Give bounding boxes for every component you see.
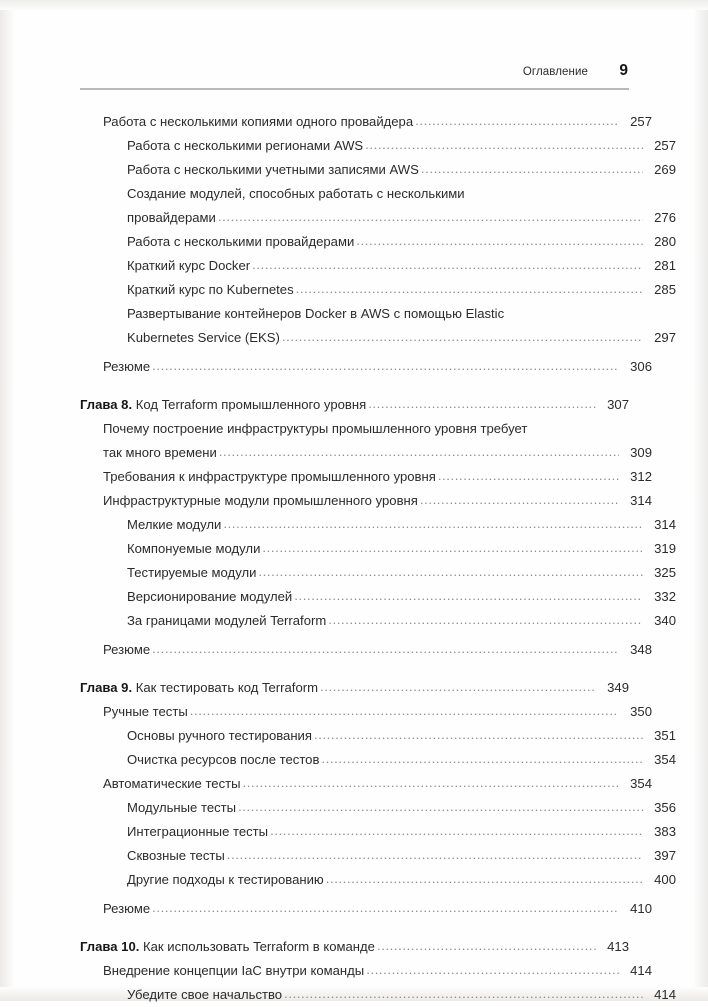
dot-leader <box>421 162 643 175</box>
toc-entry-label: Работа с несколькими регионами AWS <box>127 138 364 153</box>
toc-entry[interactable] <box>80 465 652 489</box>
running-head-title: Оглавление <box>522 66 588 78</box>
dot-leader <box>314 728 643 741</box>
toc-entry[interactable] <box>80 897 652 921</box>
dot-leader <box>243 776 619 789</box>
toc-entry-label: Глава 9. Как тестировать код Terraform <box>80 680 318 695</box>
toc-entry-page-number: 350 <box>630 704 652 719</box>
page-edge-left <box>0 0 14 1001</box>
toc-entry-page-number: 340 <box>654 613 676 628</box>
toc-entry-page-number: 414 <box>630 963 652 978</box>
toc-entry-page-number: 319 <box>654 541 676 556</box>
toc-entry-label: Работа с несколькими копиями одного провайдера <box>103 114 414 129</box>
dot-leader <box>219 445 619 458</box>
dot-leader <box>320 680 596 693</box>
toc-entry-page-number: 356 <box>654 800 676 815</box>
toc-entry-page-number: 280 <box>654 234 676 249</box>
dot-leader <box>415 114 619 127</box>
toc-entry[interactable] <box>80 868 676 892</box>
toc-entry[interactable] <box>80 417 652 465</box>
toc-entry-label: Модульные тесты <box>127 800 237 815</box>
toc-entry-label: Ручные тесты <box>103 704 188 719</box>
toc-entry-label: Основы ручного тестирования <box>127 728 312 743</box>
toc-entry-page-number: 325 <box>654 565 676 580</box>
toc-entry[interactable] <box>80 230 676 254</box>
dot-leader <box>366 963 619 976</box>
toc-entry-page-number: 354 <box>654 752 676 767</box>
toc-entry-line <box>127 206 676 230</box>
toc-entry-page-number: 397 <box>654 848 676 863</box>
toc-entry[interactable] <box>80 158 676 182</box>
dot-leader <box>227 848 643 861</box>
toc-entry-line <box>127 302 676 326</box>
toc-entry-page-number: 312 <box>630 469 652 484</box>
toc-entry[interactable] <box>80 748 676 772</box>
toc-chapter-entry[interactable] <box>80 393 629 417</box>
dot-leader <box>328 613 643 626</box>
dot-leader <box>326 872 643 885</box>
page-edge-right <box>694 0 708 1001</box>
toc-entry-label: Другие подходы к тестированию <box>127 872 324 887</box>
toc-entry-page-number: 314 <box>630 493 652 508</box>
page-edge-top <box>0 0 708 10</box>
toc-entry[interactable] <box>80 724 676 748</box>
toc-entry-page-number: 351 <box>654 728 676 743</box>
toc-chapter-entry[interactable] <box>80 935 629 959</box>
running-head <box>80 62 628 80</box>
toc-entry[interactable] <box>80 959 652 983</box>
toc-entry-page-number: 413 <box>607 939 629 954</box>
toc-entry-page-number: 276 <box>654 210 676 225</box>
toc-entry-label: Kubernetes Service (EKS) <box>127 330 280 345</box>
header-divider <box>80 88 629 90</box>
toc-entry-page-number: 281 <box>654 258 676 273</box>
toc-entry-page-number: 414 <box>654 987 676 1002</box>
dot-leader <box>252 258 643 271</box>
toc-entry[interactable] <box>80 772 652 796</box>
toc-entry[interactable] <box>80 983 676 1007</box>
toc-chapter-number: Глава 8. <box>80 397 136 412</box>
dot-leader <box>190 704 619 717</box>
dot-leader <box>368 397 596 410</box>
toc-entry[interactable] <box>80 700 652 724</box>
toc-entry-label: Глава 8. Код Terraform промышленного уровня <box>80 397 367 412</box>
toc-chapter-number: Глава 9. <box>80 680 136 695</box>
table-of-contents <box>80 110 676 1007</box>
dot-leader <box>238 800 643 813</box>
toc-entry-page-number: 332 <box>654 589 676 604</box>
dot-leader <box>152 359 619 372</box>
toc-entry[interactable] <box>80 302 676 350</box>
toc-entry-page-number: 354 <box>630 776 652 791</box>
toc-entry[interactable] <box>80 254 676 278</box>
page-number: 9 <box>619 62 628 79</box>
toc-entry-label: Развертывание контейнеров Docker в AWS с помощью Elastic <box>127 306 505 321</box>
toc-entry-label: Создание модулей, способных работать с несколькими <box>127 186 465 201</box>
toc-entry[interactable] <box>80 110 652 134</box>
toc-entry-label: Глава 10. Как использовать Terraform в команде <box>80 939 375 954</box>
dot-leader <box>282 330 643 343</box>
toc-entry-page-number: 257 <box>630 114 652 129</box>
toc-entry[interactable] <box>80 489 652 513</box>
toc-entry-label: провайдерами <box>127 210 216 225</box>
toc-entry-page-number: 410 <box>630 901 652 916</box>
toc-entry-page-number: 306 <box>630 359 652 374</box>
dot-leader <box>284 987 643 1000</box>
toc-entry-label: так много времени <box>103 445 217 460</box>
dot-leader <box>152 642 619 655</box>
dot-leader <box>356 234 643 247</box>
toc-entry-label: Сквозные тесты <box>127 848 225 863</box>
toc-entry[interactable] <box>80 278 676 302</box>
dot-leader <box>296 282 643 295</box>
toc-entry-label: Почему построение инфраструктуры промышленного уровня требует <box>103 421 528 436</box>
dot-leader <box>258 565 643 578</box>
toc-entry-line <box>103 417 652 441</box>
toc-entry-label: Резюме <box>103 901 151 916</box>
toc-entry[interactable] <box>80 182 676 230</box>
toc-entry-page-number: 307 <box>607 397 629 412</box>
toc-entry[interactable] <box>80 796 676 820</box>
toc-entry[interactable] <box>80 561 676 585</box>
toc-entry-label: Инфраструктурные модули промышленного уровня <box>103 493 418 508</box>
toc-entry-label: Работа с несколькими учетными записями AWS <box>127 162 419 177</box>
toc-chapter-number: Глава 10. <box>80 939 144 954</box>
toc-entry-page-number: 314 <box>654 517 676 532</box>
toc-entry-label: За границами модулей Terraform <box>127 613 327 628</box>
dot-leader <box>262 541 643 554</box>
dot-leader <box>223 517 643 530</box>
dot-leader <box>420 493 619 506</box>
toc-entry[interactable] <box>80 355 652 379</box>
toc-entry-label: Автоматические тесты <box>103 776 241 791</box>
toc-entry[interactable] <box>80 134 676 158</box>
toc-entry-line <box>127 182 676 206</box>
toc-entry[interactable] <box>80 585 676 609</box>
dot-leader <box>270 824 643 837</box>
toc-entry-label: Интеграционные тесты <box>127 824 269 839</box>
toc-chapter-entry[interactable] <box>80 676 629 700</box>
toc-entry-label: Резюме <box>103 359 151 374</box>
toc-entry-line <box>103 441 652 465</box>
dot-leader <box>438 469 619 482</box>
toc-entry-label: Мелкие модули <box>127 517 222 532</box>
dot-leader <box>365 138 643 151</box>
toc-entry-page-number: 400 <box>654 872 676 887</box>
toc-entry[interactable] <box>80 609 676 633</box>
toc-entry-page-number: 269 <box>654 162 676 177</box>
dot-leader <box>321 752 643 765</box>
toc-entry[interactable] <box>80 638 652 662</box>
toc-entry-page-number: 257 <box>654 138 676 153</box>
toc-entry[interactable] <box>80 820 676 844</box>
toc-entry-label: Краткий курс Docker <box>127 258 251 273</box>
toc-entry-label: Версионирование модулей <box>127 589 293 604</box>
toc-entry-page-number: 383 <box>654 824 676 839</box>
toc-entry[interactable] <box>80 537 676 561</box>
dot-leader <box>377 939 596 952</box>
dot-leader <box>294 589 643 602</box>
toc-entry[interactable] <box>80 513 676 537</box>
toc-entry-page-number: 348 <box>630 642 652 657</box>
toc-entry-page-number: 309 <box>630 445 652 460</box>
toc-entry-label: Очистка ресурсов после тестов <box>127 752 320 767</box>
toc-entry-label: Краткий курс по Kubernetes <box>127 282 294 297</box>
toc-entry-page-number: 349 <box>607 680 629 695</box>
toc-entry-page-number: 285 <box>654 282 676 297</box>
toc-entry-label: Требования к инфраструктуре промышленного уровня <box>103 469 436 484</box>
toc-entry-page-number: 297 <box>654 330 676 345</box>
dot-leader <box>152 901 619 914</box>
dot-leader <box>218 210 643 223</box>
toc-entry-label: Убедите свое начальство <box>127 987 283 1002</box>
toc-entry-label: Внедрение концепции IaC внутри команды <box>103 963 365 978</box>
toc-entry-label: Компонуемые модули <box>127 541 261 556</box>
toc-entry-label: Тестируемые модули <box>127 565 257 580</box>
toc-entry-line <box>127 326 676 350</box>
toc-entry-label: Работа с несколькими провайдерами <box>127 234 355 249</box>
toc-entry[interactable] <box>80 844 676 868</box>
toc-entry-label: Резюме <box>103 642 151 657</box>
